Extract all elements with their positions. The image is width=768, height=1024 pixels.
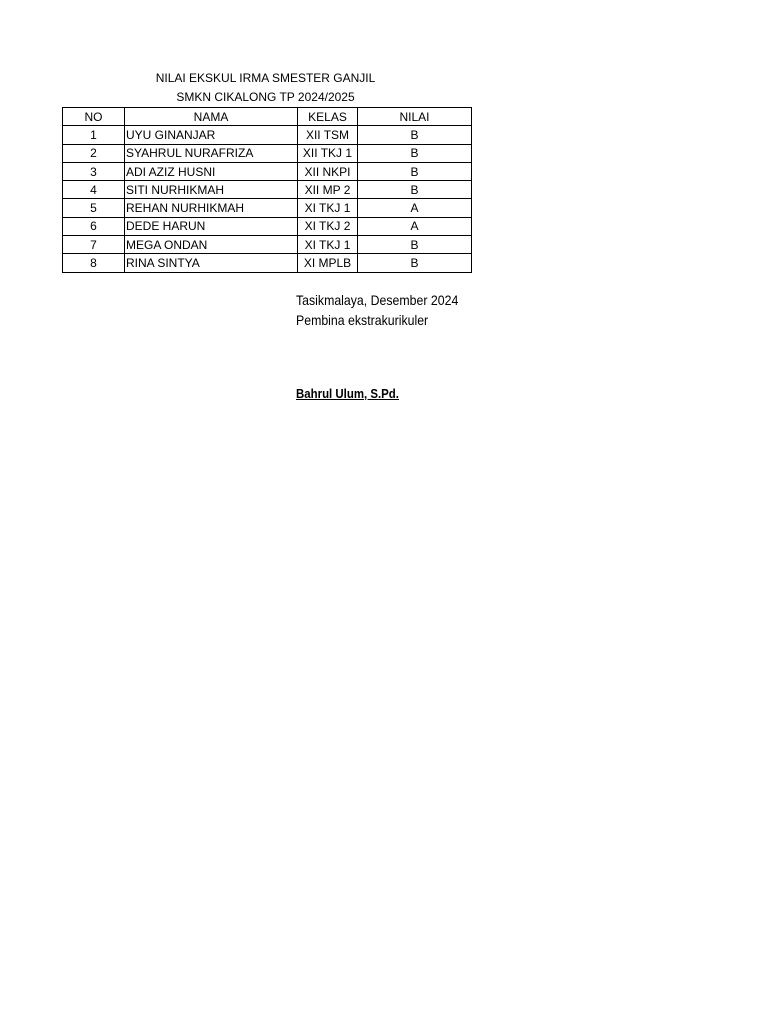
cell-kelas: XI TKJ 2 xyxy=(298,217,358,235)
cell-nama: DEDE HARUN xyxy=(125,217,298,235)
cell-nama: MEGA ONDAN xyxy=(125,236,298,254)
cell-nilai: B xyxy=(358,126,472,144)
cell-nama: REHAN NURHIKMAH xyxy=(125,199,298,217)
document-title: NILAI EKSKUL IRMA SMESTER GANJIL xyxy=(155,71,376,85)
cell-no: 3 xyxy=(63,162,125,180)
cell-nilai: A xyxy=(358,199,472,217)
cell-kelas: XI MPLB xyxy=(298,254,358,272)
table-row xyxy=(63,217,472,235)
cell-kelas: XI TKJ 1 xyxy=(298,199,358,217)
cell-kelas: XII TSM xyxy=(298,126,358,144)
cell-no: 2 xyxy=(63,144,125,162)
table-row xyxy=(63,162,472,180)
cell-no: 1 xyxy=(63,126,125,144)
header-kelas: KELAS xyxy=(298,108,358,126)
cell-nama: ADI AZIZ HUSNI xyxy=(125,162,298,180)
header-nilai: NILAI xyxy=(358,108,472,126)
cell-no: 5 xyxy=(63,199,125,217)
cell-nilai: B xyxy=(358,236,472,254)
cell-kelas: XII NKPI xyxy=(298,162,358,180)
cell-nama: SYAHRUL NURAFRIZA xyxy=(125,144,298,162)
table-row xyxy=(63,199,472,217)
table-row xyxy=(63,254,472,272)
cell-nilai: A xyxy=(358,217,472,235)
signature-name: Bahrul Ulum, S.Pd. xyxy=(296,386,399,401)
cell-nilai: B xyxy=(358,254,472,272)
cell-kelas: XII TKJ 1 xyxy=(298,144,358,162)
document-subtitle: SMKN CIKALONG TP 2024/2025 xyxy=(176,90,355,104)
table-row xyxy=(63,181,472,199)
table-row xyxy=(63,236,472,254)
table-row xyxy=(63,144,472,162)
cell-kelas: XII MP 2 xyxy=(298,181,358,199)
cell-no: 7 xyxy=(63,236,125,254)
cell-no: 8 xyxy=(63,254,125,272)
signature-role: Pembina ekstrakurikuler xyxy=(296,312,429,328)
cell-kelas: XI TKJ 1 xyxy=(298,236,358,254)
cell-nilai: B xyxy=(358,144,472,162)
cell-no: 4 xyxy=(63,181,125,199)
cell-nilai: B xyxy=(358,162,472,180)
cell-no: 6 xyxy=(63,217,125,235)
table-header-row xyxy=(63,108,472,126)
cell-nilai: B xyxy=(358,181,472,199)
cell-nama: UYU GINANJAR xyxy=(125,126,298,144)
grades-table xyxy=(62,107,472,273)
signature-place-date: Tasikmalaya, Desember 2024 xyxy=(296,292,459,308)
cell-nama: SITI NURHIKMAH xyxy=(125,181,298,199)
header-no: NO xyxy=(63,108,125,126)
cell-nama: RINA SINTYA xyxy=(125,254,298,272)
table-row xyxy=(63,126,472,144)
header-nama: NAMA xyxy=(125,108,298,126)
